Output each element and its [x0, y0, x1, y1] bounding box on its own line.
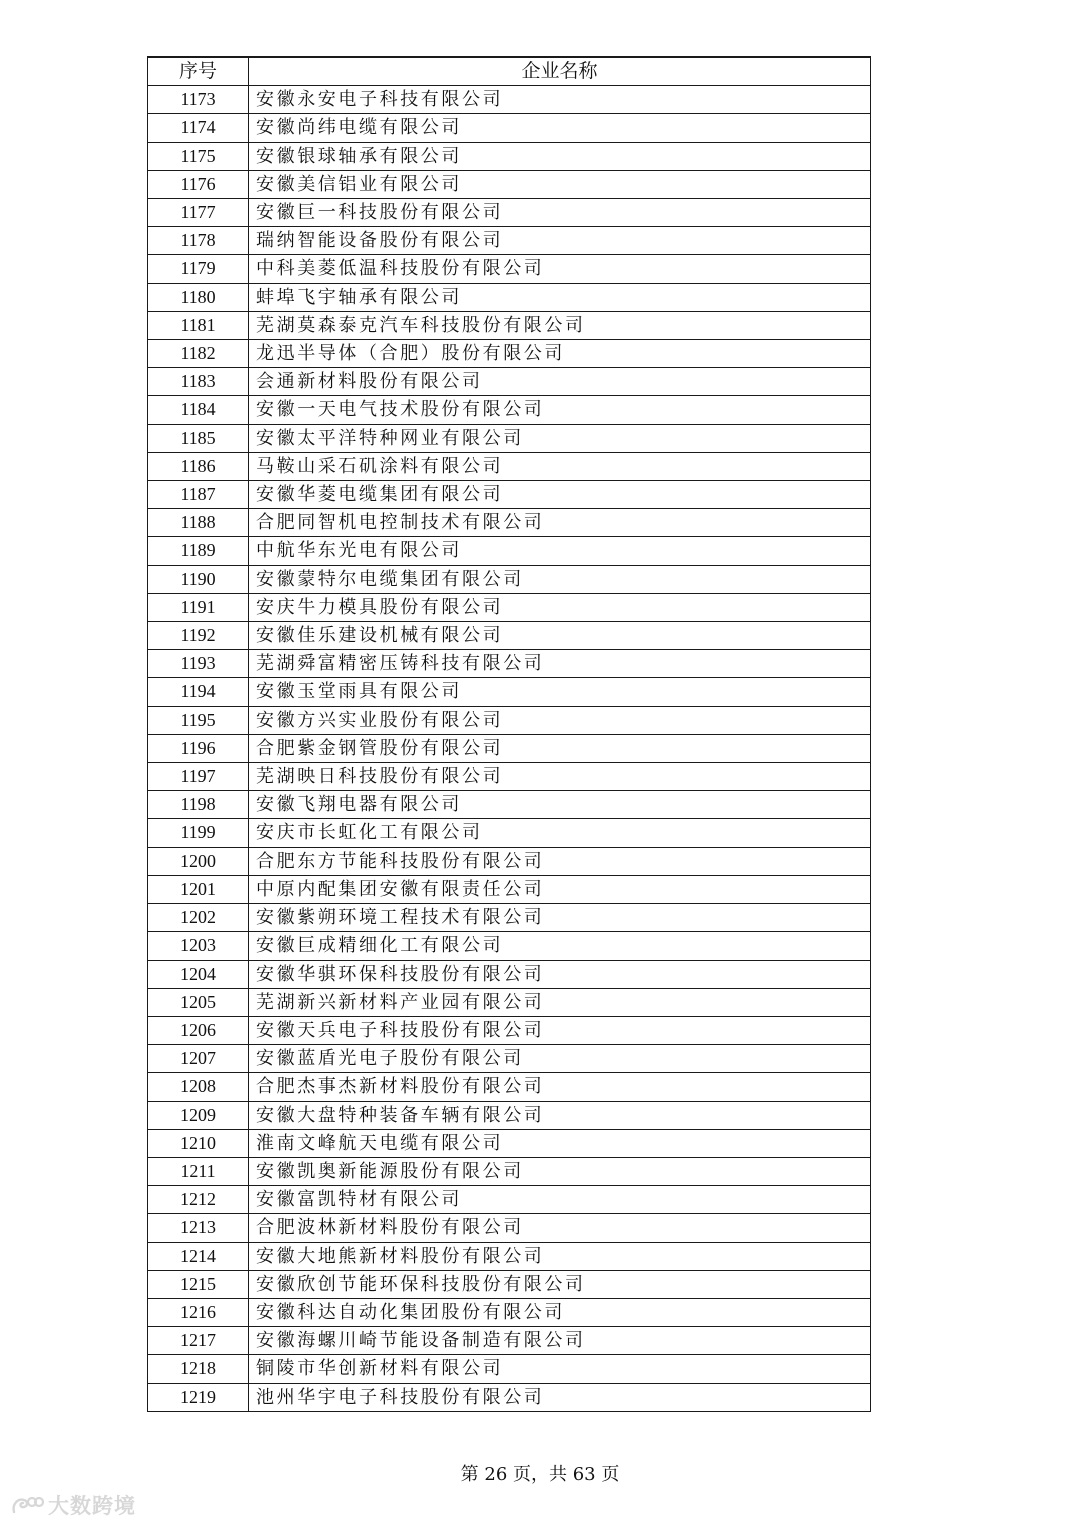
watermark	[10, 1490, 136, 1520]
serial-number-cell: 1200	[148, 847, 249, 875]
enterprise-name-cell: 安徽尚纬电缆有限公司	[249, 114, 871, 142]
table-row	[148, 650, 871, 678]
table-row	[148, 1016, 871, 1044]
serial-number-cell: 1218	[148, 1355, 249, 1383]
enterprise-name-cell: 合肥波林新材料股份有限公司	[249, 1214, 871, 1242]
serial-number-cell: 1182	[148, 340, 249, 368]
table-row	[148, 424, 871, 452]
enterprise-name-cell: 芜湖舜富精密压铸科技有限公司	[249, 650, 871, 678]
serial-number-cell: 1181	[148, 311, 249, 339]
serial-number-cell: 1185	[148, 424, 249, 452]
table-row	[148, 1242, 871, 1270]
table-row	[148, 199, 871, 227]
table-row	[148, 1186, 871, 1214]
enterprise-name-cell: 安徽科达自动化集团股份有限公司	[249, 1298, 871, 1326]
serial-number-cell: 1199	[148, 819, 249, 847]
serial-number-cell: 1219	[148, 1383, 249, 1411]
table-row	[148, 142, 871, 170]
table-row	[148, 1383, 871, 1411]
enterprise-name-cell: 合肥紫金钢管股份有限公司	[249, 734, 871, 762]
serial-number-cell: 1186	[148, 452, 249, 480]
table-row	[148, 86, 871, 114]
enterprise-name-cell: 安徽华骐环保科技股份有限公司	[249, 960, 871, 988]
serial-number-cell: 1183	[148, 368, 249, 396]
enterprise-name-cell: 安徽富凯特材有限公司	[249, 1186, 871, 1214]
enterprise-name-cell: 安徽华菱电缆集团有限公司	[249, 481, 871, 509]
table-row	[148, 368, 871, 396]
enterprise-name-cell: 安徽银球轴承有限公司	[249, 142, 871, 170]
enterprise-name-cell: 安徽凯奥新能源股份有限公司	[249, 1157, 871, 1185]
enterprise-name-cell: 安徽方兴实业股份有限公司	[249, 706, 871, 734]
serial-number-cell: 1210	[148, 1129, 249, 1157]
enterprise-name-cell: 蚌埠飞宇轴承有限公司	[249, 283, 871, 311]
brand-logo-icon	[10, 1494, 44, 1516]
enterprise-name-cell: 安徽欣创节能环保科技股份有限公司	[249, 1270, 871, 1298]
serial-number-cell: 1207	[148, 1045, 249, 1073]
enterprise-name-cell: 铜陵市华创新材料有限公司	[249, 1355, 871, 1383]
table-body	[148, 86, 871, 1412]
serial-number-cell: 1209	[148, 1101, 249, 1129]
serial-number-cell: 1206	[148, 1016, 249, 1044]
serial-number-cell: 1217	[148, 1327, 249, 1355]
table-header-row	[148, 57, 871, 86]
enterprise-name-cell: 中航华东光电有限公司	[249, 537, 871, 565]
enterprise-name-cell: 池州华宇电子科技股份有限公司	[249, 1383, 871, 1411]
serial-number-cell: 1204	[148, 960, 249, 988]
enterprise-name-cell: 安徽天兵电子科技股份有限公司	[249, 1016, 871, 1044]
enterprise-name-cell: 安徽蓝盾光电子股份有限公司	[249, 1045, 871, 1073]
serial-number-cell: 1179	[148, 255, 249, 283]
table-row	[148, 622, 871, 650]
table-row	[148, 791, 871, 819]
serial-number-cell: 1192	[148, 622, 249, 650]
serial-number-cell: 1174	[148, 114, 249, 142]
table-row	[148, 255, 871, 283]
enterprise-name-cell: 龙迅半导体（合肥）股份有限公司	[249, 340, 871, 368]
serial-number-cell: 1180	[148, 283, 249, 311]
enterprise-name-cell: 淮南文峰航天电缆有限公司	[249, 1129, 871, 1157]
table-row	[148, 481, 871, 509]
enterprise-name-cell: 安徽巨成精细化工有限公司	[249, 932, 871, 960]
enterprise-name-cell: 安庆牛力模具股份有限公司	[249, 593, 871, 621]
table-row	[148, 847, 871, 875]
serial-number-cell: 1203	[148, 932, 249, 960]
enterprise-name-cell: 芜湖莫森泰克汽车科技股份有限公司	[249, 311, 871, 339]
serial-number-cell: 1201	[148, 875, 249, 903]
enterprise-name-cell: 安徽玉堂雨具有限公司	[249, 678, 871, 706]
table-row	[148, 537, 871, 565]
table-row	[148, 565, 871, 593]
serial-number-cell: 1197	[148, 763, 249, 791]
table-row	[148, 706, 871, 734]
serial-number-cell: 1216	[148, 1298, 249, 1326]
table-row	[148, 875, 871, 903]
serial-number-cell: 1173	[148, 86, 249, 114]
table-row	[148, 932, 871, 960]
enterprise-name-cell: 马鞍山采石矶涂料有限公司	[249, 452, 871, 480]
table-row	[148, 988, 871, 1016]
watermark-text: 大数跨境	[48, 1494, 136, 1518]
table-row	[148, 283, 871, 311]
enterprise-name-cell: 会通新材料股份有限公司	[249, 368, 871, 396]
serial-number-cell: 1211	[148, 1157, 249, 1185]
enterprise-name-cell: 中科美菱低温科技股份有限公司	[249, 255, 871, 283]
enterprise-name-cell: 安徽巨一科技股份有限公司	[249, 199, 871, 227]
table-row	[148, 1298, 871, 1326]
enterprise-name-cell: 安徽紫朔环境工程技术有限公司	[249, 904, 871, 932]
table-row	[148, 114, 871, 142]
header-serial-number: 序号	[148, 57, 249, 86]
enterprise-name-cell: 安徽飞翔电器有限公司	[249, 791, 871, 819]
enterprise-name-cell: 合肥东方节能科技股份有限公司	[249, 847, 871, 875]
table-row	[148, 170, 871, 198]
table-row	[148, 396, 871, 424]
enterprise-name-cell: 安徽太平洋特种网业有限公司	[249, 424, 871, 452]
table-row	[148, 1270, 871, 1298]
header-enterprise-name: 企业名称	[249, 57, 871, 86]
enterprise-name-cell: 安徽大地熊新材料股份有限公司	[249, 1242, 871, 1270]
table-row	[148, 452, 871, 480]
enterprise-name-cell: 合肥同智机电控制技术有限公司	[249, 509, 871, 537]
enterprise-name-cell: 安徽大盘特种装备车辆有限公司	[249, 1101, 871, 1129]
serial-number-cell: 1214	[148, 1242, 249, 1270]
enterprise-name-cell: 安徽佳乐建设机械有限公司	[249, 622, 871, 650]
serial-number-cell: 1215	[148, 1270, 249, 1298]
enterprise-name-cell: 芜湖映日科技股份有限公司	[249, 763, 871, 791]
serial-number-cell: 1190	[148, 565, 249, 593]
serial-number-cell: 1198	[148, 791, 249, 819]
table-row	[148, 1214, 871, 1242]
table-row	[148, 734, 871, 762]
table-row	[148, 1355, 871, 1383]
enterprise-name-cell: 安徽永安电子科技有限公司	[249, 86, 871, 114]
table-row	[148, 1073, 871, 1101]
serial-number-cell: 1191	[148, 593, 249, 621]
table-row	[148, 311, 871, 339]
enterprise-name-cell: 安庆市长虹化工有限公司	[249, 819, 871, 847]
table-row	[148, 1101, 871, 1129]
table-row	[148, 593, 871, 621]
serial-number-cell: 1205	[148, 988, 249, 1016]
table-row	[148, 227, 871, 255]
serial-number-cell: 1187	[148, 481, 249, 509]
serial-number-cell: 1176	[148, 170, 249, 198]
serial-number-cell: 1208	[148, 1073, 249, 1101]
table-row	[148, 763, 871, 791]
serial-number-cell: 1202	[148, 904, 249, 932]
table-row	[148, 819, 871, 847]
serial-number-cell: 1212	[148, 1186, 249, 1214]
table-row	[148, 678, 871, 706]
serial-number-cell: 1178	[148, 227, 249, 255]
table-row	[148, 1327, 871, 1355]
table-row	[148, 904, 871, 932]
serial-number-cell: 1193	[148, 650, 249, 678]
enterprise-name-cell: 安徽海螺川崎节能设备制造有限公司	[249, 1327, 871, 1355]
enterprise-list-table	[147, 56, 871, 1412]
serial-number-cell: 1194	[148, 678, 249, 706]
table-row	[148, 1157, 871, 1185]
enterprise-name-cell: 安徽美信铝业有限公司	[249, 170, 871, 198]
table-row	[148, 1045, 871, 1073]
table-row	[148, 1129, 871, 1157]
enterprise-name-cell: 瑞纳智能设备股份有限公司	[249, 227, 871, 255]
table-row	[148, 340, 871, 368]
serial-number-cell: 1213	[148, 1214, 249, 1242]
serial-number-cell: 1188	[148, 509, 249, 537]
serial-number-cell: 1195	[148, 706, 249, 734]
serial-number-cell: 1177	[148, 199, 249, 227]
serial-number-cell: 1196	[148, 734, 249, 762]
enterprise-name-cell: 中原内配集团安徽有限责任公司	[249, 875, 871, 903]
enterprise-name-cell: 安徽蒙特尔电缆集团有限公司	[249, 565, 871, 593]
serial-number-cell: 1175	[148, 142, 249, 170]
serial-number-cell: 1184	[148, 396, 249, 424]
table-row	[148, 960, 871, 988]
enterprise-name-cell: 合肥杰事杰新材料股份有限公司	[249, 1073, 871, 1101]
enterprise-name-cell: 芜湖新兴新材料产业园有限公司	[249, 988, 871, 1016]
serial-number-cell: 1189	[148, 537, 249, 565]
page-number-footer: 第 26 页，共 63 页	[460, 1464, 620, 1485]
enterprise-name-cell: 安徽一天电气技术股份有限公司	[249, 396, 871, 424]
table-row	[148, 509, 871, 537]
